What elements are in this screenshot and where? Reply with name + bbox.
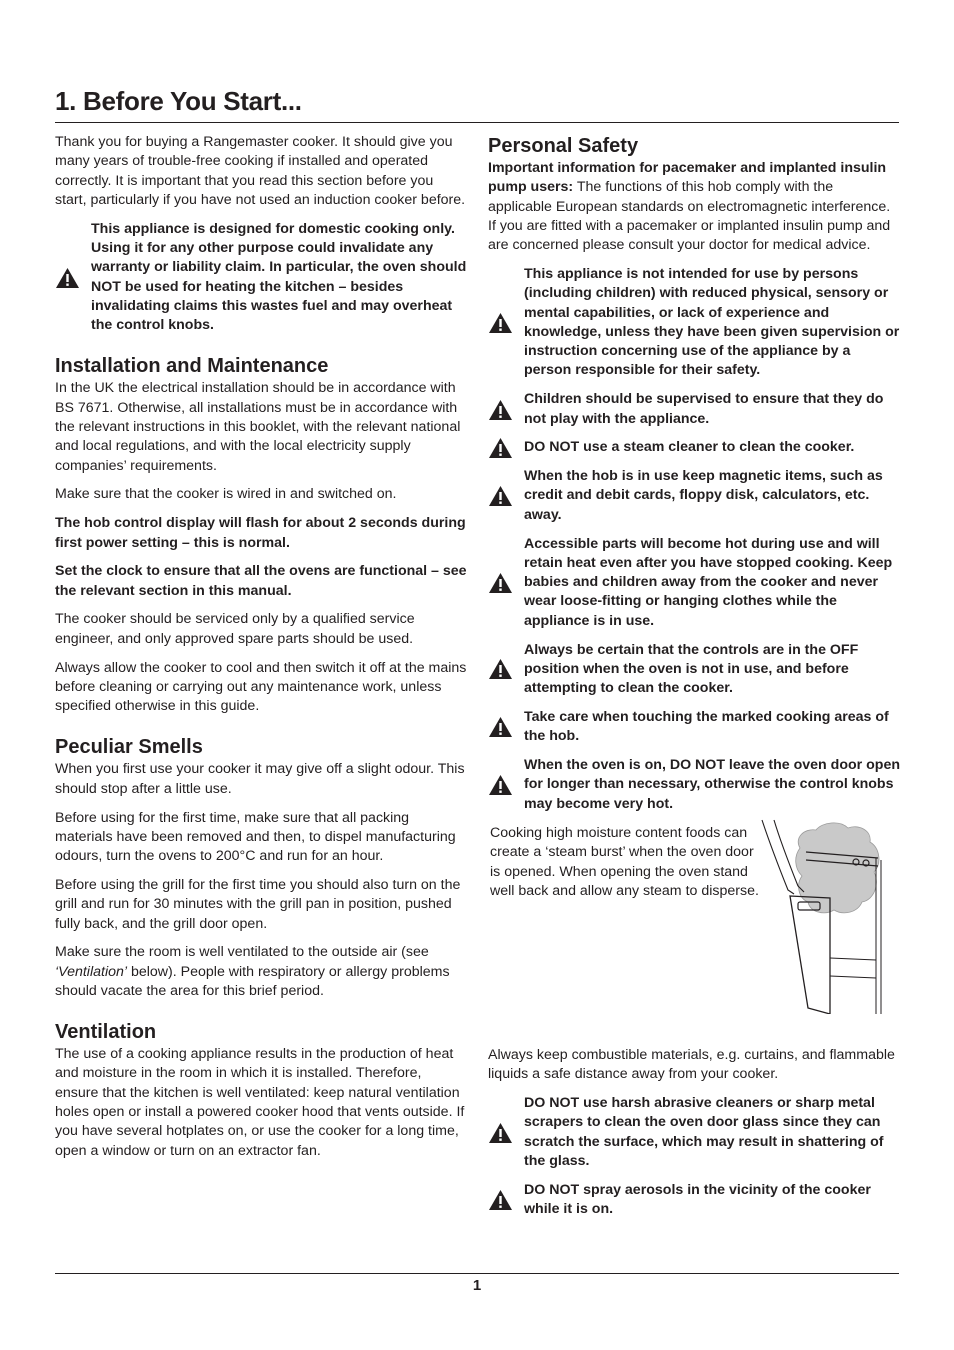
installation-p3: The hob control display will flash for about 2 seconds during first power setting – this is normal.: [55, 515, 466, 551]
warning-item: [488, 756, 900, 814]
pacemaker-paragraph: Important information for pacemaker and implanted insulin pump users: The functions of this hob comply with the applicable European standards on electromagnetic interference. If you are fitted with a pacemaker or implanted insulin pump and are concerned please consult your doctor for medical advice.: [488, 160, 891, 254]
warning-text: This appliance is designed for domestic cooking only. Using it for any other purpose could invalidate any warranty or liability claim. In particular, the oven should NOT be used for heating the kitchen – besides invalidating claims this wastes fuel and may overheat the control knobs.: [91, 220, 467, 334]
warning-item: [488, 535, 900, 631]
safety-warnings-list-2: [488, 1094, 900, 1219]
smells-p4: Make sure the room is well ventilated to the outside air (see ‘Ventilation’ below). People with respiratory or allergy problems should vacate the area for this brief period.: [55, 944, 450, 999]
warning-item: [488, 265, 900, 381]
warning-text: When the oven is on, DO NOT leave the oven door open for longer than necessary, otherwise the control knobs may become very hot.: [524, 757, 901, 812]
warning-item: [488, 467, 900, 525]
warning-item: [488, 708, 900, 747]
warning-triangle-icon: [488, 756, 516, 814]
heading-ventilation: Ventilation: [55, 1021, 157, 1044]
warning-text: DO NOT use harsh abrasive cleaners or sharp metal scrapers to clean the oven door glass since they can scratch the surface, which may result in shattering of the glass.: [524, 1095, 884, 1169]
title-divider: [55, 122, 899, 123]
smells-p1: When you first use your cooker it may give off a slight odour. This should stop after a little use.: [55, 761, 465, 797]
warning-item: [488, 641, 900, 699]
warning-item: [488, 1094, 900, 1171]
steam-burst-section: [488, 824, 900, 1032]
footer-divider: [55, 1273, 899, 1274]
page-title: 1. Before You Start...: [55, 86, 302, 116]
warning-triangle-icon: [488, 708, 516, 747]
warning-text: DO NOT spray aerosols in the vicinity of the cooker while it is on.: [524, 1181, 871, 1217]
installation-p4: Set the clock to ensure that all the ovens are functional – see the relevant section in this manual.: [55, 563, 467, 599]
warning-text: This appliance is not intended for use by persons (including children) with reduced physical, sensory or mental capabilities, or lack of experience and knowledge, unless they have been given supervision or instruction concerning use of the appliance by a person responsible for their safety.: [524, 265, 900, 379]
safety-warnings-list: [488, 265, 900, 814]
oven-door-steam-illustration: [760, 818, 898, 1014]
warning-triangle-icon: [488, 1181, 516, 1220]
heading-personal-safety: Personal Safety: [488, 135, 639, 157]
oven-floor-line: [830, 976, 876, 978]
warning-text: DO NOT use a steam cleaner to clean the cooker.: [524, 439, 855, 456]
smells-p2: Before using for the first time, make sure that all packing materials have been removed and then, to dispel manufacturing odours, turn the ovens to 200°C and run for an hour.: [55, 809, 456, 865]
warning-text: Always be certain that the controls are in the OFF position when the oven is not in use, and before attempting to clean the cooker.: [524, 641, 859, 697]
page-number: 1: [472, 1277, 482, 1294]
installation-p2: Make sure that the cooker is wired in and switched on.: [55, 486, 397, 503]
warning-text: Accessible parts will become hot during use and will retain heat even after you have stopped cooking. Keep babies and children away from the cooker and never wear loose-fitting or hanging clothes while the appliance is in use.: [524, 535, 893, 629]
heading-smells: Peculiar Smells: [55, 736, 203, 759]
warning-text: When the hob is in use keep magnetic items, such as credit and debit cards, floppy disk, calculators, etc. away.: [524, 468, 883, 523]
ventilation-p1: The use of a cooking appliance results in the production of heat and moisture in the room in which it is installed. Therefore, ensure that the kitchen is well ventilated: keep natural ventilation holes open or install a powered cooker hood that vents outside. If you have several hotplates on, or use the cooker for a long time, open a window or turn on an extractor fan.: [55, 1046, 465, 1159]
warning-triangle-icon: [488, 265, 516, 381]
oven-door: [790, 896, 830, 1014]
warning-triangle-icon: [488, 467, 516, 525]
steam-burst-text: Cooking high moisture content foods can create a ‘steam burst’ when the oven door is opened. When opening the oven stand well back and allow any steam to disperse.: [490, 824, 759, 899]
right-column: [488, 133, 900, 1229]
warning-domestic-use: [55, 220, 467, 336]
installation-p1: In the UK the electrical installation should be in accordance with BS 7671. Otherwise, all installations must be in accordance with the relevant instructions in this booklet, with the relevant national and local regulations, and with the local electricity supply companies’ requirements.: [55, 380, 461, 474]
ventilation-reference: ‘Ventilation’: [55, 963, 128, 980]
warning-triangle-icon: [488, 390, 516, 429]
warning-text: Take care when touching the marked cooking areas of the hob.: [524, 708, 889, 745]
warning-triangle-icon: [488, 535, 516, 631]
warning-item: [488, 1181, 900, 1220]
intro-paragraph: Thank you for buying a Rangemaster cooker. It should give you many years of trouble-free cooking if installed and operated correctly. It is important that you read this section before you start, particularly if you have not used an induction cooker before.: [55, 134, 466, 208]
heading-installation: Installation and Maintenance: [55, 355, 329, 378]
warning-text: Children should be supervised to ensure that they do not play with the appliance.: [524, 391, 884, 427]
steam-cloud: [796, 823, 879, 913]
warning-triangle-icon: [488, 438, 516, 457]
left-column: [55, 133, 467, 1170]
installation-p5: The cooker should be serviced only by a qualified service engineer, and only approved spare parts should be used.: [55, 611, 415, 647]
warning-triangle-icon: [488, 1094, 516, 1171]
warning-item: [488, 390, 900, 429]
warning-item: [488, 438, 900, 457]
oven-floor-line: [830, 958, 876, 960]
warning-triangle-icon: [55, 220, 83, 336]
warning-triangle-icon: [488, 641, 516, 699]
smells-p3: Before using the grill for the first time you should also turn on the grill and run for 30 minutes with the grill pan in position, pushed fully back, and the grill door open.: [55, 876, 461, 932]
combustible-paragraph: Always keep combustible materials, e.g. curtains, and flammable liquids a safe distance away from your cooker.: [488, 1046, 895, 1083]
installation-p6: Always allow the cooker to cool and then switch it off at the mains before cleaning or carrying out any maintenance work, unless specified otherwise in this guide.: [55, 659, 467, 715]
